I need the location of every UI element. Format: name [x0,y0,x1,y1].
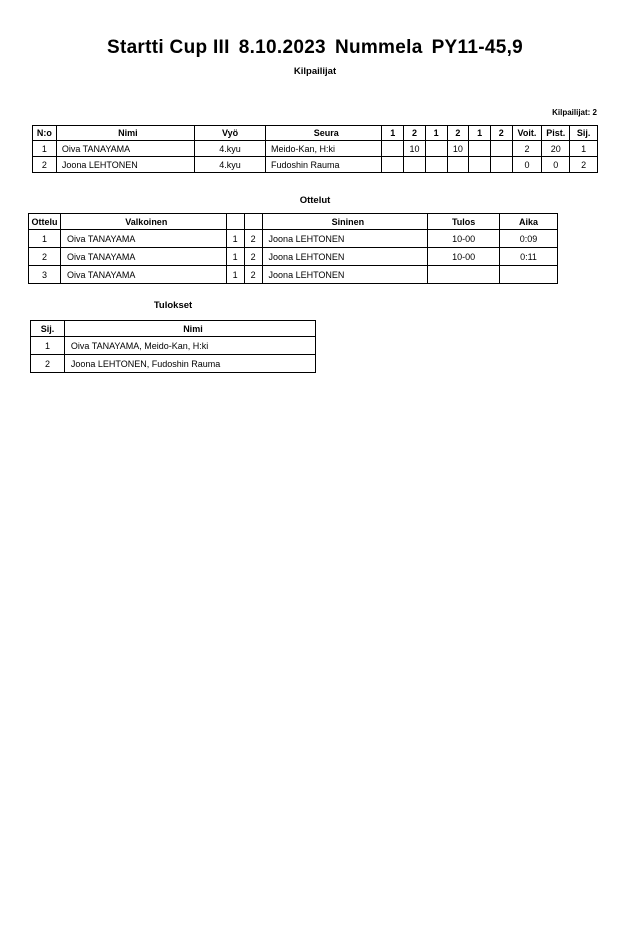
competitors-section-label: Kilpailijat [293,66,337,77]
col-name: Nimi [56,126,194,141]
cell-white-num: 1 [226,266,244,284]
cell-belt: 4.kyu [195,157,266,173]
cell-match-no: 3 [29,266,61,284]
cell-white-num: 1 [226,230,244,248]
cell-blue-num: 2 [244,248,262,266]
cell-match-4 [447,157,469,173]
cell-blue-num: 2 [244,266,262,284]
col-white: Valkoinen [60,214,226,230]
col-result-name: Nimi [64,321,315,337]
cell-match-5 [469,157,491,173]
cell-match-no: 1 [29,230,61,248]
title-event: Startti Cup III [106,37,230,58]
cell-wins: 0 [512,157,542,173]
col-match-3: 1 [425,126,447,141]
cell-match-3 [425,141,447,157]
col-points: Pist. [542,126,570,141]
cell-time: 0:11 [500,248,558,266]
title-place: Nummela [334,37,423,58]
cell-time [500,266,558,284]
cell-result-rank: 2 [31,355,65,373]
cell-match-2: 10 [404,141,426,157]
col-match-5: 1 [469,126,491,141]
col-time: Aika [500,214,558,230]
cell-white-num: 1 [226,248,244,266]
title-category: PY11-45,9 [431,37,524,58]
cell-club: Fudoshin Rauma [266,157,382,173]
col-club: Seura [266,126,382,141]
cell-match-no: 2 [29,248,61,266]
col-no: N:o [33,126,57,141]
cell-name: Oiva TANAYAMA [56,141,194,157]
cell-match-4: 10 [447,141,469,157]
cell-points: 20 [542,141,570,157]
col-white-num [226,214,244,230]
matches-section-label: Ottelut [299,195,331,206]
cell-points: 0 [542,157,570,173]
cell-no: 1 [33,141,57,157]
cell-rank: 2 [570,157,598,173]
col-blue: Sininen [262,214,428,230]
cell-result-rank: 1 [31,337,65,355]
competitor-count: Kilpailijat: 2 [552,108,597,117]
col-rank: Sij. [570,126,598,141]
col-match-2: 2 [404,126,426,141]
cell-match-6 [490,141,512,157]
title-date: 8.10.2023 [238,37,326,58]
cell-belt: 4.kyu [195,141,266,157]
cell-wins: 2 [512,141,542,157]
results-section-label: Tulokset [153,300,193,311]
cell-match-1 [382,157,404,173]
cell-no: 2 [33,157,57,173]
table-row [33,141,598,157]
cell-blue: Joona LEHTONEN [262,230,428,248]
cell-rank: 1 [570,141,598,157]
cell-match-3 [425,157,447,173]
cell-result: 10-00 [428,230,500,248]
col-result-rank: Sij. [31,321,65,337]
cell-result-name: Joona LEHTONEN, Fudoshin Rauma [64,355,315,373]
col-match-no: Ottelu [29,214,61,230]
cell-match-2 [404,157,426,173]
cell-blue: Joona LEHTONEN [262,248,428,266]
cell-result [428,266,500,284]
table-row [29,230,558,248]
col-result: Tulos [428,214,500,230]
cell-result: 10-00 [428,248,500,266]
col-match-6: 2 [490,126,512,141]
cell-club: Meido-Kan, H:ki [266,141,382,157]
matches-table [28,213,558,284]
cell-white: Oiva TANAYAMA [60,266,226,284]
cell-match-1 [382,141,404,157]
cell-name: Joona LEHTONEN [56,157,194,173]
cell-blue-num: 2 [244,230,262,248]
col-blue-num [244,214,262,230]
col-belt: Vyö [195,126,266,141]
table-row [31,337,316,355]
cell-match-5 [469,141,491,157]
competitors-table [32,125,598,173]
table-header-row [29,214,558,230]
table-row [33,157,598,173]
table-header-row [33,126,598,141]
cell-white: Oiva TANAYAMA [60,230,226,248]
col-wins: Voit. [512,126,542,141]
cell-blue: Joona LEHTONEN [262,266,428,284]
col-match-4: 2 [447,126,469,141]
cell-time: 0:09 [500,230,558,248]
cell-result-name: Oiva TANAYAMA, Meido-Kan, H:ki [64,337,315,355]
table-header-row [31,321,316,337]
cell-match-6 [490,157,512,173]
table-row [29,248,558,266]
col-match-1: 1 [382,126,404,141]
table-row [31,355,316,373]
results-table [30,320,316,373]
page-title [0,37,630,59]
document-page [0,37,630,928]
cell-white: Oiva TANAYAMA [60,248,226,266]
table-row [29,266,558,284]
